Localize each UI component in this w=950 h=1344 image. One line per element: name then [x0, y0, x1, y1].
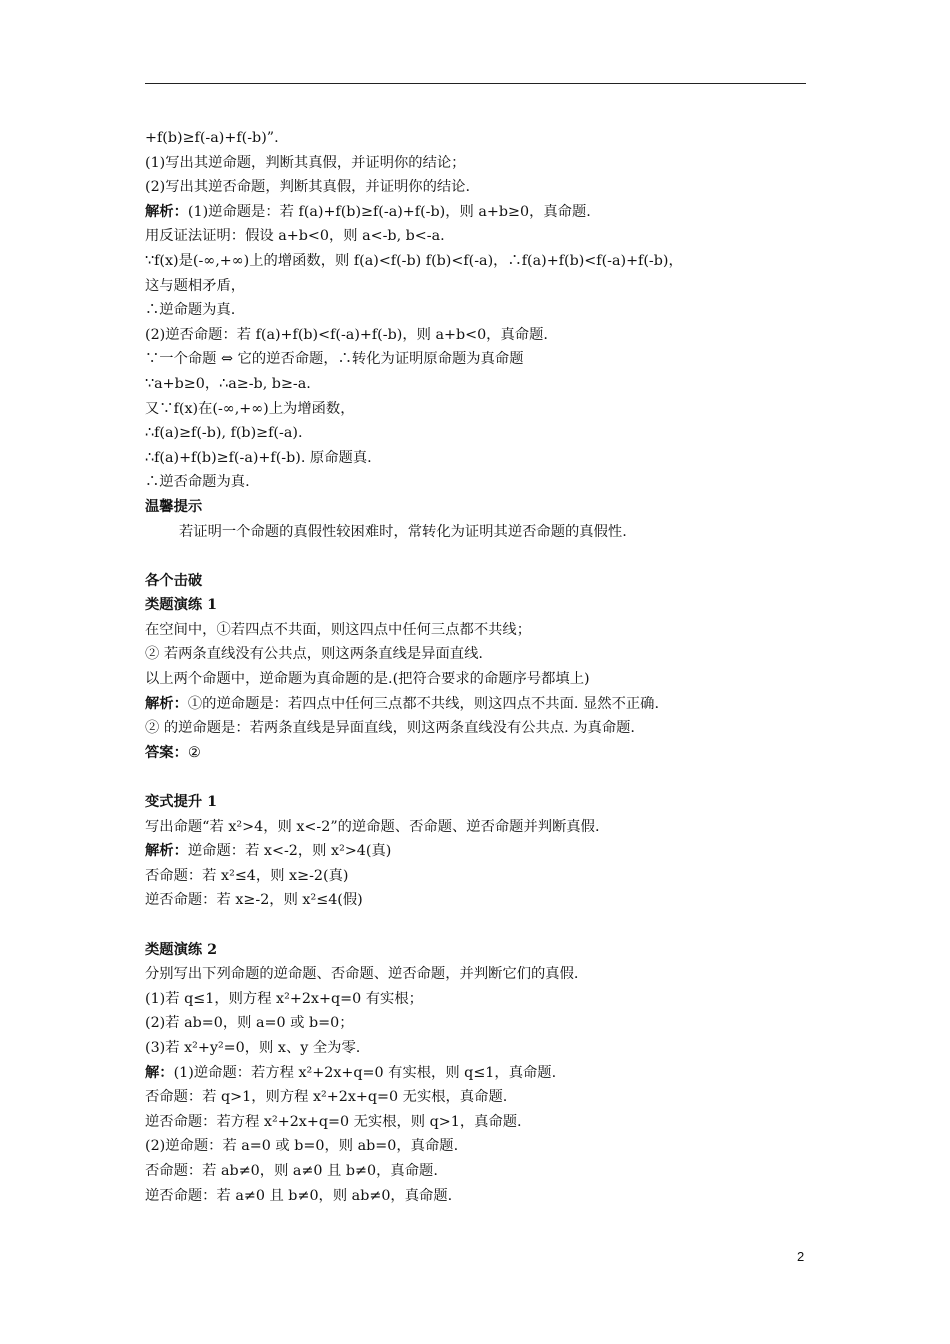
text-line: 写出命题“若 x²>4，则 x<-2”的逆命题、否命题、逆否命题并判断真假.	[145, 818, 600, 835]
line-text: ②	[187, 744, 201, 761]
section-heading: 类题演练 2	[145, 941, 218, 958]
line-label: 答案：	[145, 744, 188, 761]
text-line: 这与题相矛盾，	[145, 277, 246, 294]
line-text: (1)逆命题：若方程 x²+2x+q=0 有实根，则 q≤1，真命题.	[173, 1064, 557, 1081]
line-text: (1)逆命题是：若 f(a)+f(b)≥f(-a)+f(-b)，则 a+b≥0，真命题.	[187, 203, 591, 220]
text-line: 以上两个命题中，逆命题为真命题的是.(把符合要求的命题序号都填上)	[145, 671, 590, 688]
text-line: ② 的逆命题是：若两条直线是异面直线，则这两条直线没有公共点. 为真命题.	[145, 720, 635, 737]
line-label: 解析：	[145, 695, 188, 712]
labeled-line	[145, 839, 815, 864]
text-line: 在空间中，①若四点不共面，则这四点中任何三点都不共线；	[145, 621, 532, 638]
text-line: 逆否命题：若方程 x²+2x+q=0 无实根，则 q>1，真命题.	[145, 1113, 522, 1130]
text-line: 用反证法证明：假设 a+b<0，则 a<-b, b<-a.	[145, 228, 445, 245]
text-line: (2)若 ab=0，则 a=0 或 b=0；	[145, 1015, 354, 1032]
labeled-line	[145, 1061, 815, 1086]
text-line: 逆否命题：若 a≠0 且 b≠0，则 ab≠0，真命题.	[145, 1187, 453, 1204]
section-heading: 变式提升 1	[145, 794, 218, 811]
line-text: 逆命题：若 x<-2，则 x²>4(真)	[187, 843, 392, 860]
text-line: (1)若 q≤1，则方程 x²+2x+q=0 有实根；	[145, 990, 423, 1007]
text-line: ∵一个命题 ⇔ 它的逆否命题，∴转化为证明原命题为真命题	[145, 351, 524, 368]
line-label: 解析：	[145, 843, 188, 860]
text-line: 否命题：若 ab≠0，则 a≠0 且 b≠0，真命题.	[145, 1162, 438, 1179]
labeled-line	[145, 692, 815, 717]
labeled-line	[145, 741, 815, 766]
text-line: (2)逆否命题：若 f(a)+f(b)<f(-a)+f(-b)，则 a+b<0，真命题.	[145, 326, 548, 343]
text-line: 逆否命题：若 x≥-2，则 x²≤4(假)	[145, 892, 363, 909]
text-line: ∴逆否命题为真.	[145, 474, 250, 491]
blank-line	[145, 765, 815, 790]
text-line: 否命题：若 q>1，则方程 x²+2x+q=0 无实根，真命题.	[145, 1089, 508, 1106]
text-line: ② 若两条直线没有公共点，则这两条直线是异面直线.	[145, 646, 483, 663]
section-heading: 各个击破	[145, 572, 203, 589]
text-line: 否命题：若 x²≤4，则 x≥-2(真)	[145, 867, 349, 884]
text-line: (3)若 x²+y²=0，则 x、y 全为零.	[145, 1039, 361, 1056]
line-text: ①的逆命题是：若四点中任何三点都不共线，则这四点不共面. 显然不正确.	[187, 695, 660, 712]
text-line: (2)写出其逆否命题，判断其真假，并证明你的结论.	[145, 179, 471, 196]
document-body	[145, 126, 815, 1208]
text-line: ∵a+b≥0，∴a≥-b, b≥-a.	[145, 375, 311, 392]
line-label: 解：	[145, 1064, 174, 1081]
section-heading: 类题演练 1	[145, 597, 218, 614]
text-line: ∴f(a)≥f(-b), f(b)≥f(-a).	[145, 425, 303, 442]
text-line: (2)逆命题：若 a=0 或 b=0，则 ab=0，真命题.	[145, 1138, 459, 1155]
text-line: ∴逆命题为真.	[145, 302, 236, 319]
blank-line	[145, 544, 815, 569]
labeled-line	[145, 200, 815, 225]
blank-line	[145, 913, 815, 938]
section-heading: 温馨提示	[145, 498, 203, 515]
text-line: +f(b)≥f(-a)+f(-b)”.	[145, 130, 279, 146]
page-number: 2	[797, 1249, 805, 1264]
text-line: (1)写出其逆命题，判断其真假，并证明你的结论；	[145, 154, 466, 171]
text-line: 又∵f(x)在(-∞,+∞)上为增函数，	[145, 400, 355, 417]
text-line: ∵f(x)是(-∞,+∞)上的增函数，则 f(a)<f(-b) f(b)<f(-a)，∴f(a)+f(b)<f(-a)+f(-b)，	[145, 252, 683, 269]
header-rule	[145, 83, 806, 84]
text-line: 分别写出下列命题的逆命题、否命题、逆否命题，并判断它们的真假.	[145, 966, 579, 983]
text-line: ∴f(a)+f(b)≥f(-a)+f(-b). 原命题真.	[145, 449, 372, 466]
tip-paragraph: 若证明一个命题的真假性较困难时，常转化为证明其逆否命题的真假性.	[179, 523, 627, 540]
line-label: 解析：	[145, 203, 188, 220]
